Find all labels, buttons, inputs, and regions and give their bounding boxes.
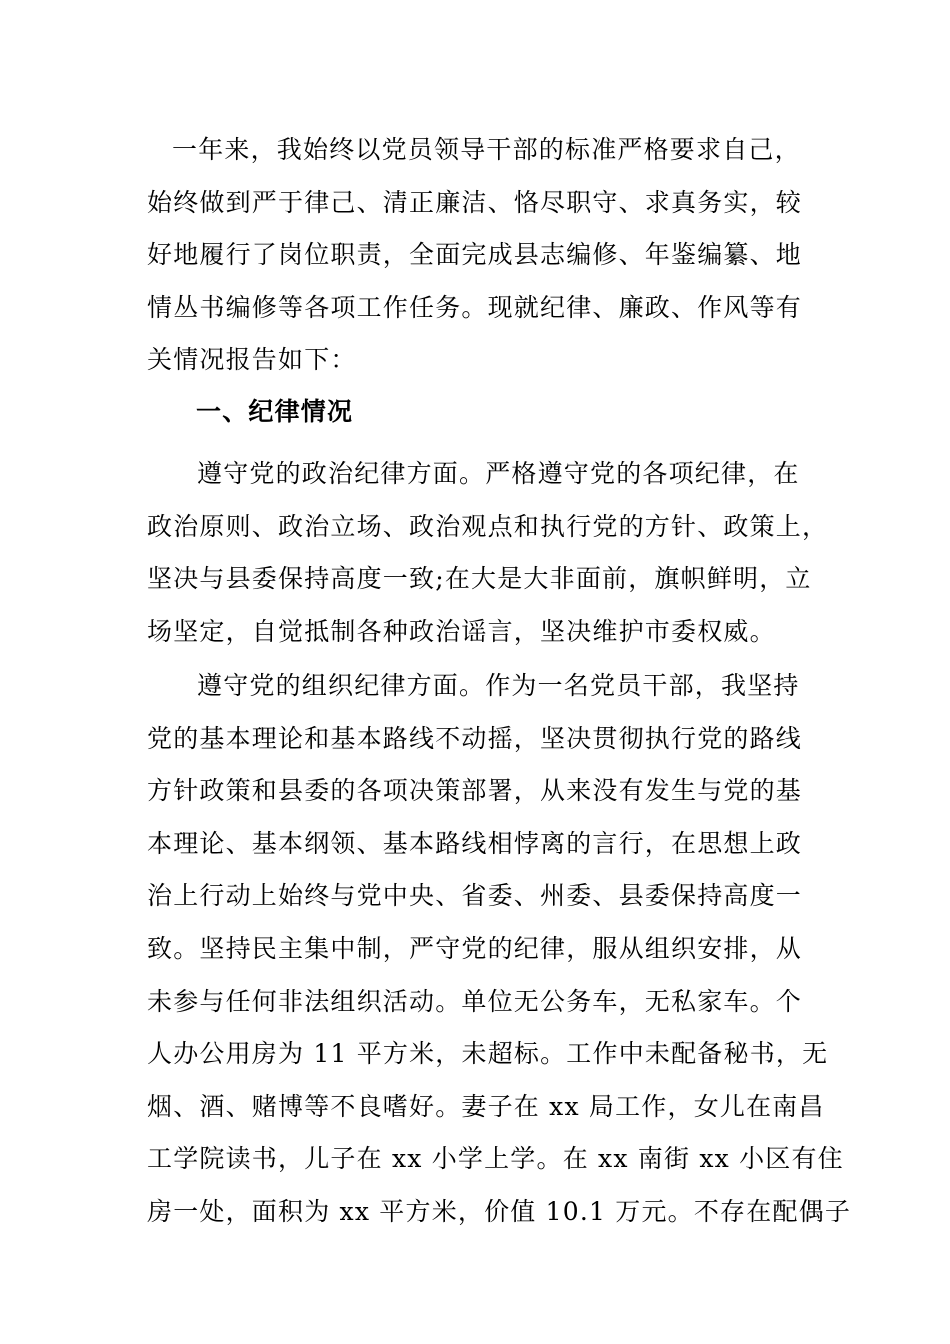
paragraph-line: 政治原则、政治立场、政治观点和执行党的方针、政策上，: [147, 511, 829, 541]
paragraph-line: 烟、酒、赌博等不良嗜好。妻子在 xx 局工作，女儿在南昌: [147, 1091, 825, 1121]
paragraph-line: 始终做到严于律己、清正廉洁、恪尽职守、求真务实，较: [147, 187, 803, 217]
paragraph-line: 本理论、基本纲领、基本路线相悖离的言行，在思想上政: [147, 828, 803, 858]
paragraph-line: 遵守党的政治纪律方面。严格遵守党的各项纪律，在: [197, 459, 800, 488]
section-heading: 一、纪律情况: [196, 397, 354, 426]
paragraph-line: 党的基本理论和基本路线不动摇，坚决贯彻执行党的路线: [147, 723, 803, 753]
paragraph-line: 关情况报告如下：: [147, 345, 357, 375]
paragraph-line: 工学院读书，儿子在 xx 小学上学。在 xx 南街 xx 小区有住: [147, 1144, 844, 1174]
paragraph-line: 未参与任何非法组织活动。单位无公务车，无私家车。个: [147, 986, 803, 1016]
paragraph-line: 场坚定，自觉抵制各种政治谣言，坚决维护市委权威。: [147, 616, 776, 646]
paragraph-line: 遵守党的组织纪律方面。作为一名党员干部，我坚持: [197, 671, 800, 700]
intro-paragraph: [147, 124, 807, 387]
political-discipline-paragraph: [147, 448, 829, 658]
paragraph-line: 治上行动上始终与党中央、省委、州委、县委保持高度一: [147, 881, 803, 911]
paragraph-line: 好地履行了岗位职责，全面完成县志编修、年鉴编纂、地: [147, 240, 803, 270]
paragraph-line: 情丛书编修等各项工作任务。现就纪律、廉政、作风等有: [147, 292, 803, 322]
paragraph-line: 方针政策和县委的各项决策部署，从来没有发生与党的基: [147, 776, 803, 806]
paragraph-line: 坚决与县委保持高度一致;在大是大非面前，旗帜鲜明，立: [147, 564, 812, 594]
organizational-discipline-paragraph: [147, 660, 852, 1239]
paragraph-line: 人办公用房为 11 平方米，未超标。工作中未配备秘书，无: [147, 1039, 829, 1069]
paragraph-line: 房一处，面积为 xx 平方米，价值 10.1 万元。不存在配偶子: [147, 1196, 852, 1226]
paragraph-line: 一年来，我始终以党员领导干部的标准严格要求自己，: [172, 135, 801, 164]
paragraph-line: 致。坚持民主集中制，严守党的纪律，服从组织安排，从: [147, 933, 803, 963]
